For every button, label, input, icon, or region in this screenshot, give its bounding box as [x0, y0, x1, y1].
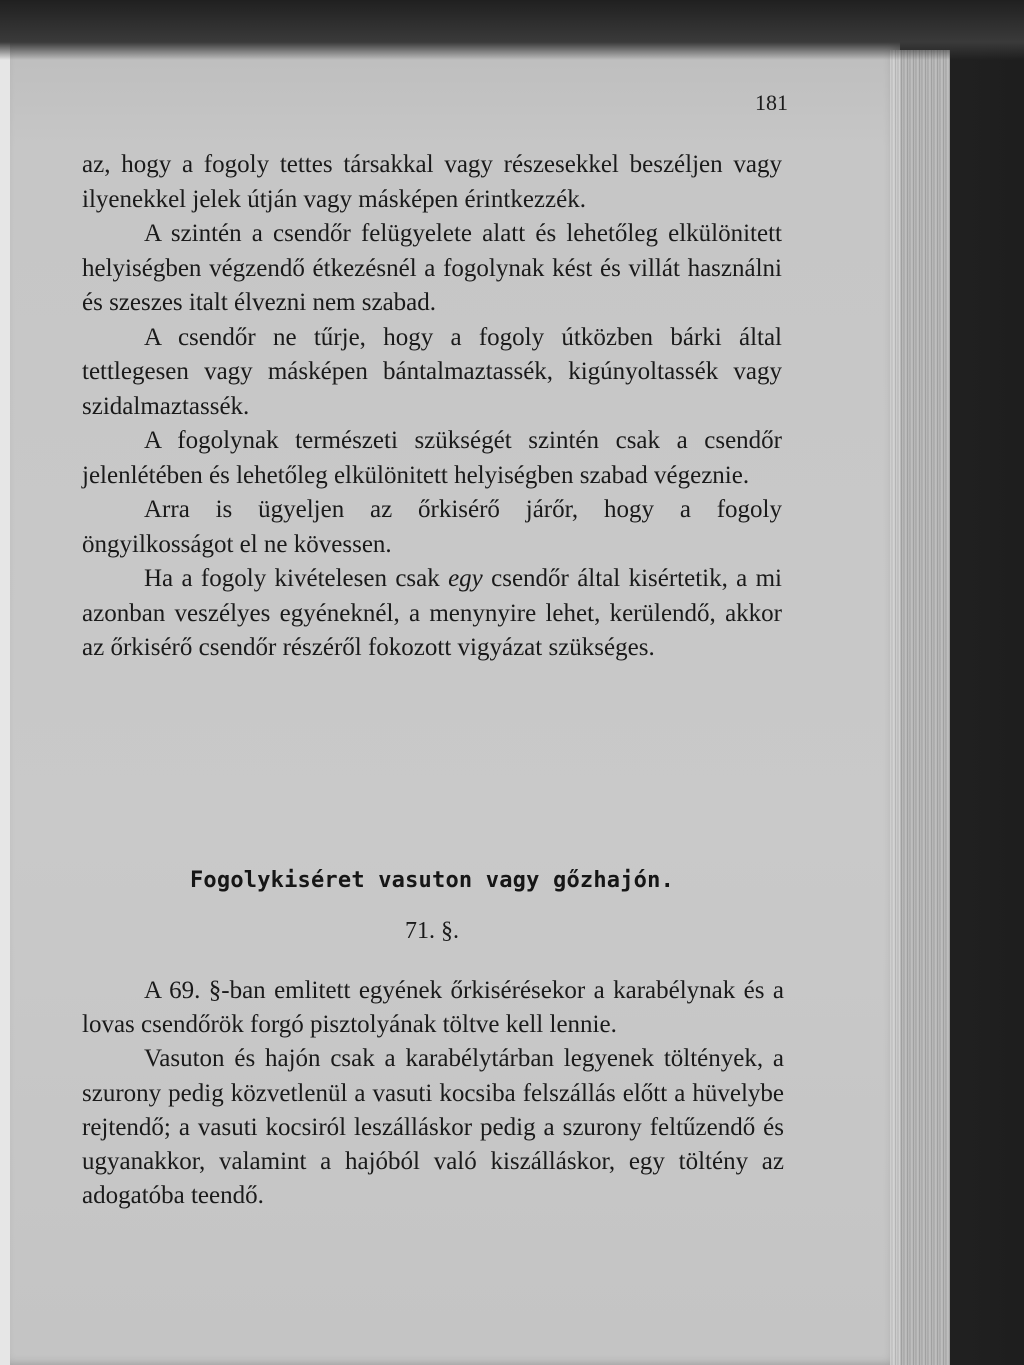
paragraph: az, hogy a fogoly tettes társakkal vagy részesekkel beszéljen vagy ilyenekkel jelek útján vagy másképen érintkezzék. [82, 151, 782, 213]
paragraph-single-escort [82, 562, 782, 666]
emphasis-text: egy [448, 565, 483, 592]
paragraph: A 69. §-ban emlitett egyének őrkisérésekor a karabélynak és a lovas csendőrök forgó pisztolyának töltve kell lennie. [82, 977, 784, 1039]
body-text [82, 148, 782, 666]
text-run: csendőr által kisértetik, a mi azonban veszélyes egyéneknél, a menynyire lehet, kerülendő, akkor az őrkisérő csendőr részéről fokozott vigyázat szükséges. [82, 565, 783, 661]
top-shadow [0, 0, 1024, 60]
page-stack-edges [890, 50, 950, 1365]
text-run: Ha a fogoly kivételesen csak [144, 565, 449, 592]
section-number: 71. §. [405, 918, 459, 944]
paragraph: A szintén a csendőr felügyelete alatt és lehetőleg elkülönitett helyiségben végzendő étkezésnél a fogolynak kést és villát használni és szeszes italt élvezni nem szabad. [82, 220, 782, 316]
paragraph: Vasuton és hajón csak a karabélytárban legyenek töltények, a szurony pedig közvetlenül a vasuti kocsiba felszállás előtt a hüvelybe rejtendő; a vasuti kocsiról leszálláskor pedig a szurony feltűzendő és ugyanakkor, valamint a hajóból való kiszálláskor, egy töltény az adogatóba teendő. [82, 1045, 784, 1210]
section-heading: Fogolykiséret vasuton vagy gőzhajón. [189, 868, 675, 893]
body-text-section-71 [82, 974, 784, 1213]
paragraph: A csendőr ne tűrje, hogy a fogoly útközben bárki által tettlegesen vagy másképen bántalmaztassék, kigúnyoltassék vagy szidalmaztassék. [82, 323, 782, 420]
page-number: 181 [755, 90, 788, 115]
paragraph: A fogolynak természeti szükségét szintén csak a csendőr jelenlétében és lehetőleg elkülönitett helyiségben szabad végeznie. [82, 427, 782, 489]
paragraph: Arra is ügyeljen az őrkisérő járőr, hogy a fogoly öngyilkosságot el ne kövessen. [82, 496, 782, 558]
